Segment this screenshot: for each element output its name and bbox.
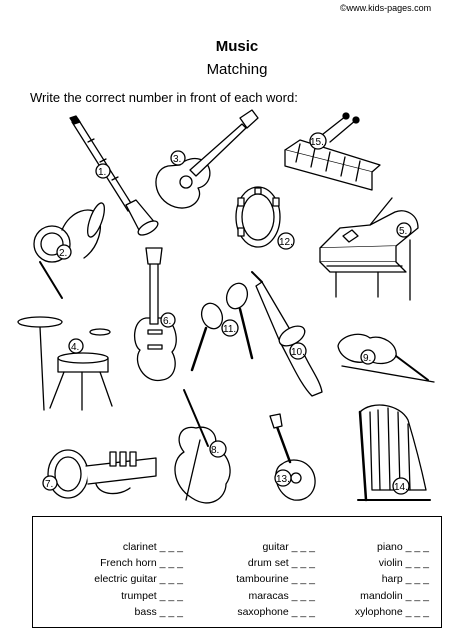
word-column-1 — [94, 539, 183, 620]
word-violin: violin _ _ _ — [378, 557, 429, 570]
instrument-number: 8. — [211, 445, 220, 456]
french-horn-icon — [34, 201, 108, 298]
saxophone-icon — [252, 272, 322, 396]
word-tambourine: tambourine _ _ _ — [236, 573, 315, 586]
bass-icon — [175, 390, 230, 503]
word-electric-guitar: electric guitar _ _ _ — [94, 573, 183, 586]
word-drum-set: drum set _ _ _ — [247, 557, 315, 570]
piano-icon — [320, 198, 418, 300]
trumpet-icon — [43, 450, 156, 498]
word-mandolin: mandolin _ _ _ — [360, 589, 429, 602]
copyright-text: ©www.kids-pages.com — [340, 3, 432, 13]
instrument-number: 7. — [45, 479, 54, 490]
page-subtitle: Matching — [206, 61, 268, 78]
clarinet-icon — [70, 116, 160, 238]
word-harp: harp _ _ _ — [381, 573, 429, 586]
electric-guitar-icon — [135, 248, 177, 380]
word-piano: piano _ _ _ — [377, 541, 429, 553]
harp-icon — [358, 405, 430, 500]
mandolin-icon — [270, 414, 315, 500]
instrument-number: 5. — [399, 226, 408, 237]
word-xylophone: xylophone _ _ _ — [354, 605, 429, 618]
instrument-number: 2. — [59, 248, 68, 259]
instrument-number: 9. — [363, 353, 372, 364]
maracas-icon — [192, 280, 252, 370]
word-clarinet: clarinet _ _ _ — [122, 541, 183, 553]
tambourine-icon — [236, 187, 294, 249]
xylophone-icon — [285, 113, 380, 190]
word-bass: bass _ _ _ — [134, 605, 183, 618]
instrument-number: 10. — [291, 347, 305, 358]
word-trumpet: trumpet _ _ _ — [121, 589, 183, 602]
instrument-number: 3. — [173, 154, 182, 165]
word-guitar: guitar _ _ _ — [262, 541, 315, 553]
word-saxophone: saxophone _ _ _ — [237, 605, 315, 618]
word-french-horn: French horn _ _ _ — [100, 557, 183, 570]
instrument-number: 1. — [98, 167, 107, 178]
word-maracas: maracas _ _ _ — [248, 589, 315, 602]
instrument-number: 12. — [279, 237, 293, 248]
word-column-3 — [355, 539, 429, 620]
instrument-number: 15. — [310, 137, 324, 148]
instruction-text: Write the correct number in front of each word: — [30, 90, 298, 105]
drum-set-icon — [18, 317, 112, 410]
instrument-number: 13. — [276, 474, 290, 485]
violin-icon — [338, 334, 434, 382]
word-bank — [32, 516, 442, 628]
instrument-number: 6. — [163, 316, 172, 327]
instrument-number: 4. — [71, 342, 80, 353]
word-column-2 — [236, 539, 315, 620]
page-title: Music — [215, 38, 259, 55]
instrument-number: 11. — [223, 324, 237, 335]
instrument-number: 14. — [394, 482, 408, 493]
guitar-icon — [156, 110, 258, 208]
